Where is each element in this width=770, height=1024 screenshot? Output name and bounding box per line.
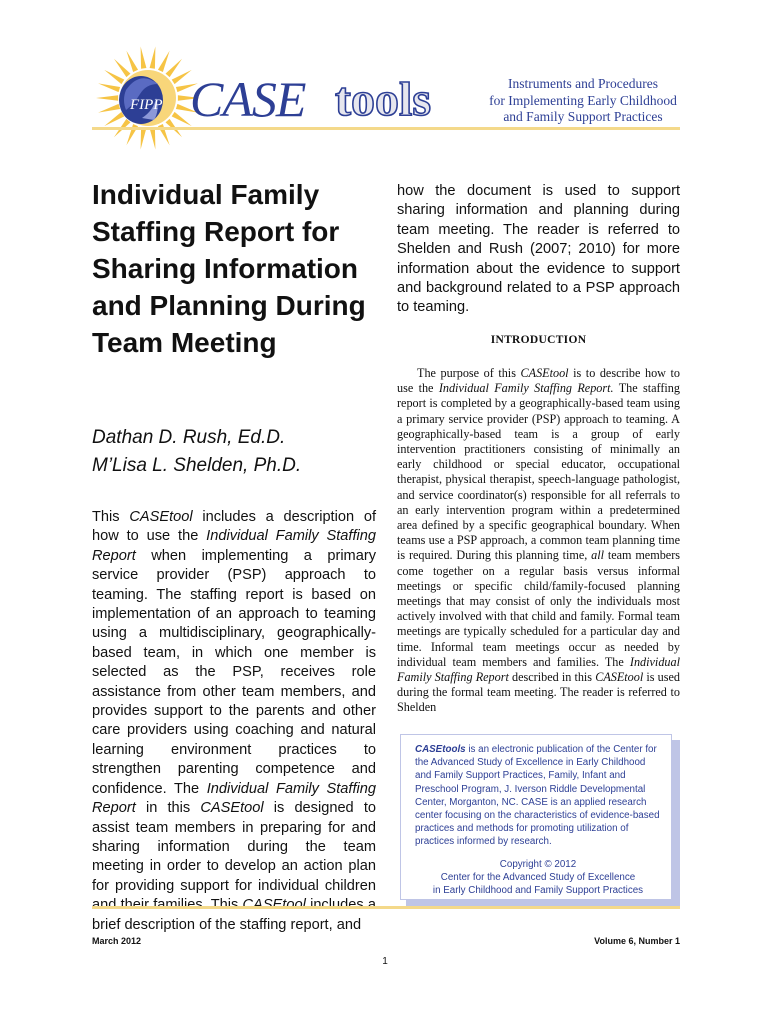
intro-text: The staffing report is completed by a geographically-based team using a primary service provider (PSP) approach to teaming. A geographically-based team is a group of early intervention practitioners consisting of minimally an early childhood or special educator, occupational therapist, physical therapist, speech-language pathologist, and service coordinator(s) responsible for all referrals to an early intervention program within a predetermined area defined by a specific geographical boundary. When teams use a PSP approach, a common team planning time is required. During this planning time, xyxy=(397,381,680,563)
intro-text: The purpose of this xyxy=(417,366,521,380)
footer-divider xyxy=(92,906,680,909)
abstract-text: brief description of the staffing report, and xyxy=(92,916,362,933)
sun-ray xyxy=(172,112,192,126)
publication-date: March 2012 xyxy=(92,936,142,946)
abstract-text: when implementing a primary service provider (PSP) approach to teaming. The staffing report is based on implementation of an approach to teaming using a multidisciplinary, geographically-based team, in which one member is selected as the PSP, receives role assistance from other team members, and provides support to the parents and other care providers using coaching and natural learning environment practices to strengthen parenting competence and confidence. The xyxy=(92,547,376,797)
copyright-line: Center for the Advanced Study of Excellence xyxy=(440,871,636,883)
brand-case: CASE xyxy=(190,71,306,127)
abstract-italic: Individual Family Staffing Report xyxy=(92,780,376,817)
authors xyxy=(92,424,301,480)
author-name: M’Lisa L. Shelden, Ph.D. xyxy=(92,455,302,476)
abstract-text: in this xyxy=(135,800,201,817)
brand-tools: tools xyxy=(335,73,431,126)
intro-italic: CASEtool xyxy=(595,670,644,685)
intro-italic: Individual Family Staffing Report. xyxy=(438,381,614,396)
sun-ray xyxy=(141,47,147,69)
tagline xyxy=(478,76,688,126)
abstract-column xyxy=(92,508,376,935)
copyright-line: in Early Childhood and Family Support Practices xyxy=(432,885,644,897)
intro-italic: all xyxy=(591,548,605,563)
sun-ray xyxy=(98,104,120,113)
volume-number: Volume 6, Number 1 xyxy=(594,936,680,946)
copyright-line: Copyright © 2012 xyxy=(499,858,577,870)
copyright-notice xyxy=(415,858,661,898)
sun-ray xyxy=(166,59,183,77)
sidebox-description: is an electronic publication of the Center for the Advanced Study of Excellence in Early Childhood and Family Support Practices, Family, Infant and Preschool Program, J. Iverson Riddle Developmental Center, Morganton, NC. CASE is an applied research center focusing on the characteristics of evidence-based practices and methods for promoting utilization of practices informed by research. xyxy=(415,744,660,848)
sun-ray xyxy=(150,127,156,149)
intro-text: described in this xyxy=(508,670,596,685)
abstract-text: is designed to assist team members in preparing for and sharing information during the team meeting in order to develop an action plan for providing support for individual children xyxy=(92,800,376,894)
introduction-paragraph xyxy=(397,366,680,716)
fipp-monogram: FIPP xyxy=(130,97,163,113)
author-name: Dathan D. Rush, Ed.D. xyxy=(92,427,286,448)
masthead xyxy=(0,0,770,150)
sun-ray xyxy=(98,83,120,92)
introduction-body xyxy=(397,366,680,716)
tagline-line: Instruments and Procedures xyxy=(508,76,658,91)
sun-ray xyxy=(172,70,192,84)
sun-ray xyxy=(126,51,138,72)
publication-info-box xyxy=(400,734,672,900)
intro-italic: Individual Family Staffing Report xyxy=(397,654,680,685)
abstract-italic: Individual Family Staffing Report xyxy=(92,528,376,564)
page-number: 1 xyxy=(382,956,388,967)
sun-ray xyxy=(104,70,124,84)
intro-text: team members come together on a regular basis versus informal meetings or specific child/family-focused planning meetings that may consist of only the individuals most actively involved with that child and family. Formal team meetings are typically scheduled for a particular day and time. Informal team meetings occur as needed by individual team members and families. The xyxy=(397,548,680,669)
sidebox-brand: CASEtools xyxy=(415,744,466,755)
abstract-continuation: how the document is used to support sharing information and planning during team meeting. The reader is referred to Shelden and Rush (2007; 2010) for more information about the evidence to support and background related to a PSP approach to teaming. xyxy=(397,183,680,316)
intro-text: is to describe how to use the xyxy=(397,366,681,396)
sun-ray xyxy=(114,59,131,77)
abstract-text: includes a description of how to use the xyxy=(92,509,377,545)
document-title: Individual Family Staffing Report for Sharing Information and Planning During Team Meeting xyxy=(92,179,366,358)
section-heading-introduction: INTRODUCTION xyxy=(490,334,587,346)
tagline-line: for Implementing Early Childhood xyxy=(489,92,677,108)
abstract-text: This xyxy=(92,509,130,525)
tagline-line: and Family Support Practices xyxy=(503,109,663,124)
abstract-italic: CASEtool xyxy=(129,509,193,525)
sun-ray xyxy=(104,112,124,126)
sun-ray xyxy=(150,47,156,69)
publication-description xyxy=(415,743,661,849)
sun-ray xyxy=(141,127,147,149)
intro-text: is used during the formal team meeting. The reader is referred to Shelden xyxy=(397,670,680,715)
sun-ray xyxy=(96,95,118,100)
header-divider xyxy=(92,127,680,130)
abstract-italic: CASEtool xyxy=(200,800,264,817)
intro-italic: CASEtool xyxy=(520,366,569,380)
sun-ray xyxy=(158,51,170,72)
